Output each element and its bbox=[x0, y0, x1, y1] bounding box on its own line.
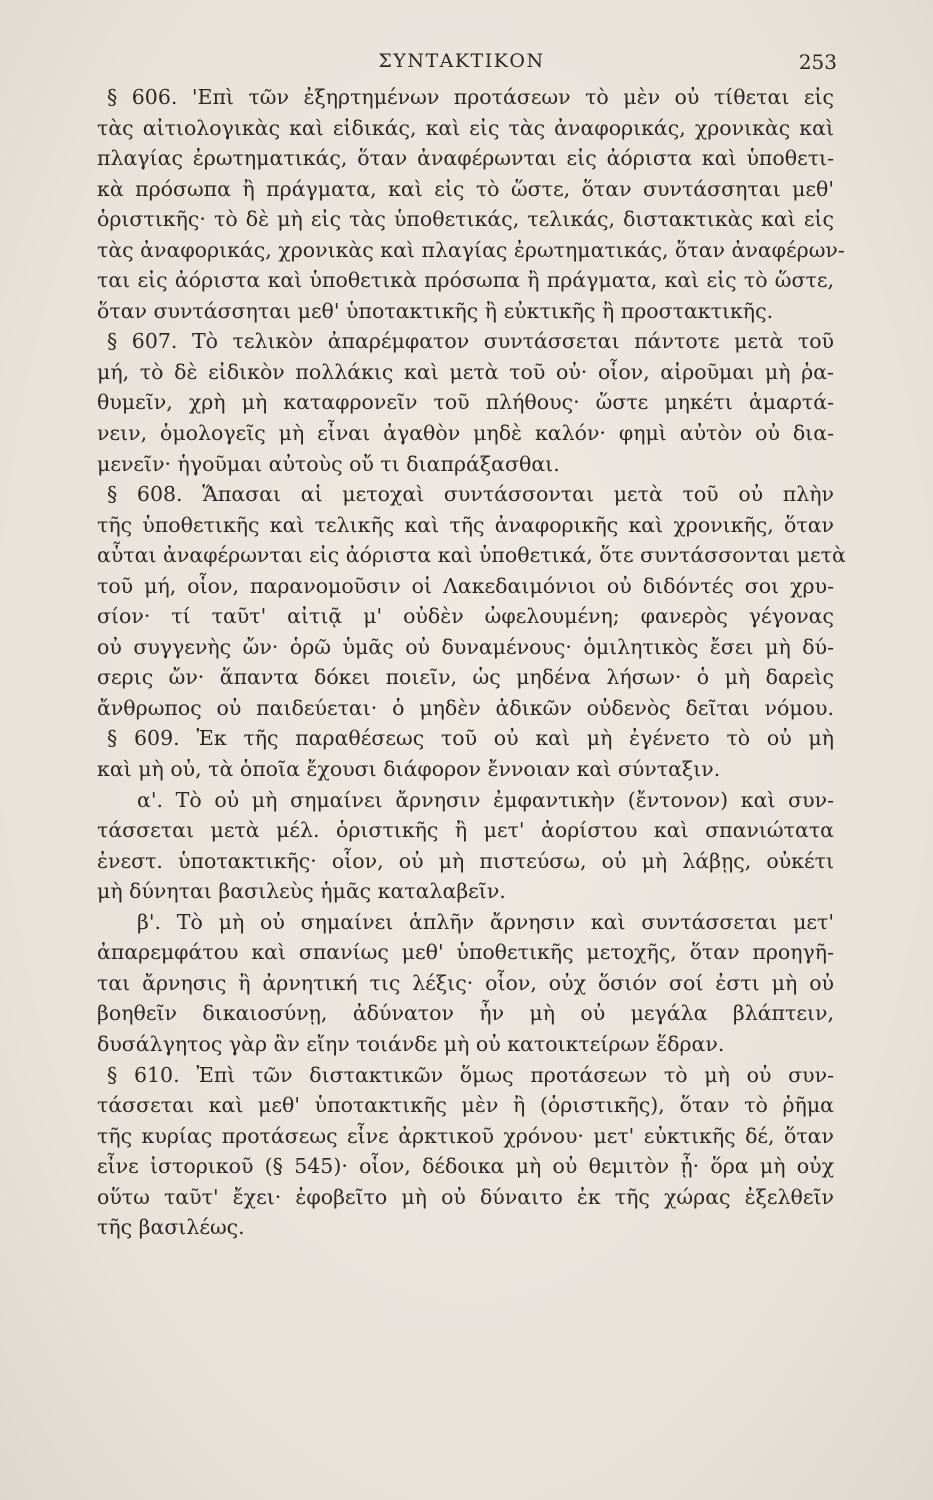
text-line: ται ἄρνησις ἢ ἀρνητική τις λέξις· οἷον, οὐχ ὅσιόν σοί ἐστι μὴ οὐ bbox=[97, 970, 834, 995]
text-line: ὁριστικῆς· τὸ δὲ μὴ εἰς τὰς ὑποθετικάς, τελικάς, διστακτικὰς καὶ εἰς bbox=[97, 207, 834, 232]
text-line: ται εἰς ἀόριστα καὶ ὑποθετικὰ πρόσωπα ἢ πράγματα, καὶ εἰς τὸ ὥστε, bbox=[97, 268, 834, 293]
text-line: εἶνε ἱστορικοῦ (§ 545)· οἷον, δέδοικα μὴ οὐ θεμιτὸν ᾖ· ὅρα μὴ οὐχ bbox=[97, 1154, 834, 1179]
text-line: τῆς βασιλέως. bbox=[97, 1215, 245, 1240]
text-line: αὗται ἀναφέρωνται εἰς ἀόριστα καὶ ὑποθετικά, ὅτε συντάσσονται μετὰ bbox=[97, 543, 846, 568]
text-line: δυσάλγητος γὰρ ἂν εἴην τοιάνδε μὴ οὐ κατοικτείρων ἕδραν. bbox=[97, 1031, 725, 1056]
running-title: ΣΥΝΤΑΚΤΙΚΟΝ bbox=[378, 50, 545, 72]
text-line: θυμεῖν, χρὴ μὴ καταφρονεῖν τοῦ πλήθους· ὥστε μηκέτι ἁμαρτά- bbox=[97, 390, 834, 415]
text-line: τάσσεται μετὰ μέλ. ὁριστικῆς ἢ μετ' ἀορίστου καὶ σπανιώτατα bbox=[97, 818, 834, 843]
text-line: § 608. Ἅπασαι αἱ μετοχαὶ συντάσσονται μετὰ τοῦ οὐ πλὴν bbox=[107, 482, 834, 507]
text-line: τῆς κυρίας προτάσεως εἶνε ἀρκτικοῦ χρόνου· μετ' εὐκτικῆς δέ, ὅταν bbox=[97, 1123, 834, 1148]
text-line: μή, τὸ δὲ εἰδικὸν πολλάκις καὶ μετὰ τοῦ οὐ· οἷον, αἱροῦμαι μὴ ῥα- bbox=[97, 359, 834, 384]
text-line: ὅταν συντάσσηται μεθ' ὑποτακτικῆς ἢ εὐκτικῆς ἢ προστακτικῆς. bbox=[97, 298, 774, 323]
text-line: τάσσεται καὶ μεθ' ὑποτακτικῆς μὲν ἢ (ὁριστικῆς), ὅταν τὸ ῥῆμα bbox=[97, 1093, 834, 1118]
text-line: § 606. 'Επὶ τῶν ἐξηρτημένων προτάσεων τὸ μὲν οὐ τίθεται εἰς bbox=[107, 85, 834, 109]
body-text bbox=[97, 82, 846, 1243]
text-line: α'. Τὸ οὐ μὴ σημαίνει ἄρνησιν ἐμφαντικὴν (ἔντονον) καὶ συν- bbox=[137, 787, 834, 812]
text-line: σίον· τί ταῦτ' αἰτιᾷ μ' οὐδὲν ὠφελουμένη; φανερὸς γέγονας bbox=[97, 604, 834, 629]
text-line: οὕτω ταῦτ' ἔχει· ἐφοβεῖτο μὴ οὐ δύναιτο ἐκ τῆς χώρας ἐξελθεῖν bbox=[97, 1184, 834, 1209]
text-line: τὰς ἀναφορικάς, χρονικὰς καὶ πλαγίας ἐρωτηματικάς, ὅταν ἀναφέρων- bbox=[97, 237, 845, 262]
text-line: οὐ συγγενὴς ὤν· ὁρῶ ὑμᾶς οὐ δυναμένους· ὁμιλητικὸς ἔσει μὴ δύ- bbox=[97, 634, 834, 659]
text-line: § 609. Ἐκ τῆς παραθέσεως τοῦ οὐ καὶ μὴ ἐγένετο τὸ οὐ μὴ bbox=[107, 726, 834, 751]
text-line: τοῦ μή, οἷον, παρανομοῦσιν οἱ Λακεδαιμόνιοι οὐ διδόντές σοι χρυ- bbox=[97, 573, 834, 598]
text-line: β'. Τὸ μὴ οὐ σημαίνει ἁπλῆν ἄρνησιν καὶ συντάσσεται μετ' bbox=[137, 909, 834, 934]
text-line: σερις ὤν· ἅπαντα δόκει ποιεῖν, ὡς μηδένα λήσων· ὁ μὴ δαρεὶς bbox=[97, 665, 834, 690]
text-line: καὶ μὴ οὐ, τὰ ὁποῖα ἔχουσι διάφορον ἔννοιαν καὶ σύνταξιν. bbox=[97, 757, 721, 782]
page-header bbox=[100, 46, 837, 86]
text-line: τῆς ὑποθετικῆς καὶ τελικῆς καὶ τῆς ἀναφορικῆς καὶ χρονικῆς, ὅταν bbox=[97, 512, 834, 537]
text-line: κὰ πρόσωπα ἢ πράγματα, καὶ εἰς τὸ ὥστε, ὅταν συντάσσηται μεθ' bbox=[97, 176, 834, 201]
text-line: βοηθεῖν δικαιοσύνῃ, ἀδύνατον ἦν μὴ οὐ μεγάλα βλάπτειν, bbox=[97, 1001, 834, 1026]
text-line: νειν, ὁμολογεῖς μὴ εἶναι ἀγαθὸν μηδὲ καλόν· φημὶ αὐτὸν οὐ δια- bbox=[97, 421, 834, 446]
text-line: ἀπαρεμφάτου καὶ σπανίως μεθ' ὑποθετικῆς μετοχῆς, ὅταν προηγῆ- bbox=[97, 940, 834, 965]
text-line: ἄνθρωπος οὐ παιδεύεται· ὁ μηδὲν ἀδικῶν οὐδενὸς δεῖται νόμου. bbox=[97, 695, 834, 720]
text-line: τὰς αἰτιολογικὰς καὶ εἰδικάς, καὶ εἰς τὰς ἀναφορικάς, χρονικὰς καὶ bbox=[97, 115, 834, 140]
text-line: § 607. Τὸ τελικὸν ἀπαρέμφατον συντάσσεται πάντοτε μετὰ τοῦ bbox=[107, 329, 834, 354]
text-line: μὴ δύνηται βασιλεὺς ἡμᾶς καταλαβεῖν. bbox=[97, 879, 506, 904]
text-line: μενεῖν· ἡγοῦμαι αὐτοὺς οὔ τι διαπράξασθαι. bbox=[97, 451, 560, 476]
page-number: 253 bbox=[798, 50, 837, 74]
text-line: § 610. Ἐπὶ τῶν διστακτικῶν ὅμως προτάσεων τὸ μὴ οὐ συν- bbox=[107, 1062, 834, 1087]
text-line: ἐνεστ. ὑποτακτικῆς· οἷον, οὐ μὴ πιστεύσω, οὐ μὴ λάβῃς, οὐκέτι bbox=[97, 848, 834, 873]
text-line: πλαγίας ἐρωτηματικάς, ὅταν ἀναφέρωνται εἰς ἀόριστα καὶ ὑποθετι- bbox=[97, 146, 834, 171]
